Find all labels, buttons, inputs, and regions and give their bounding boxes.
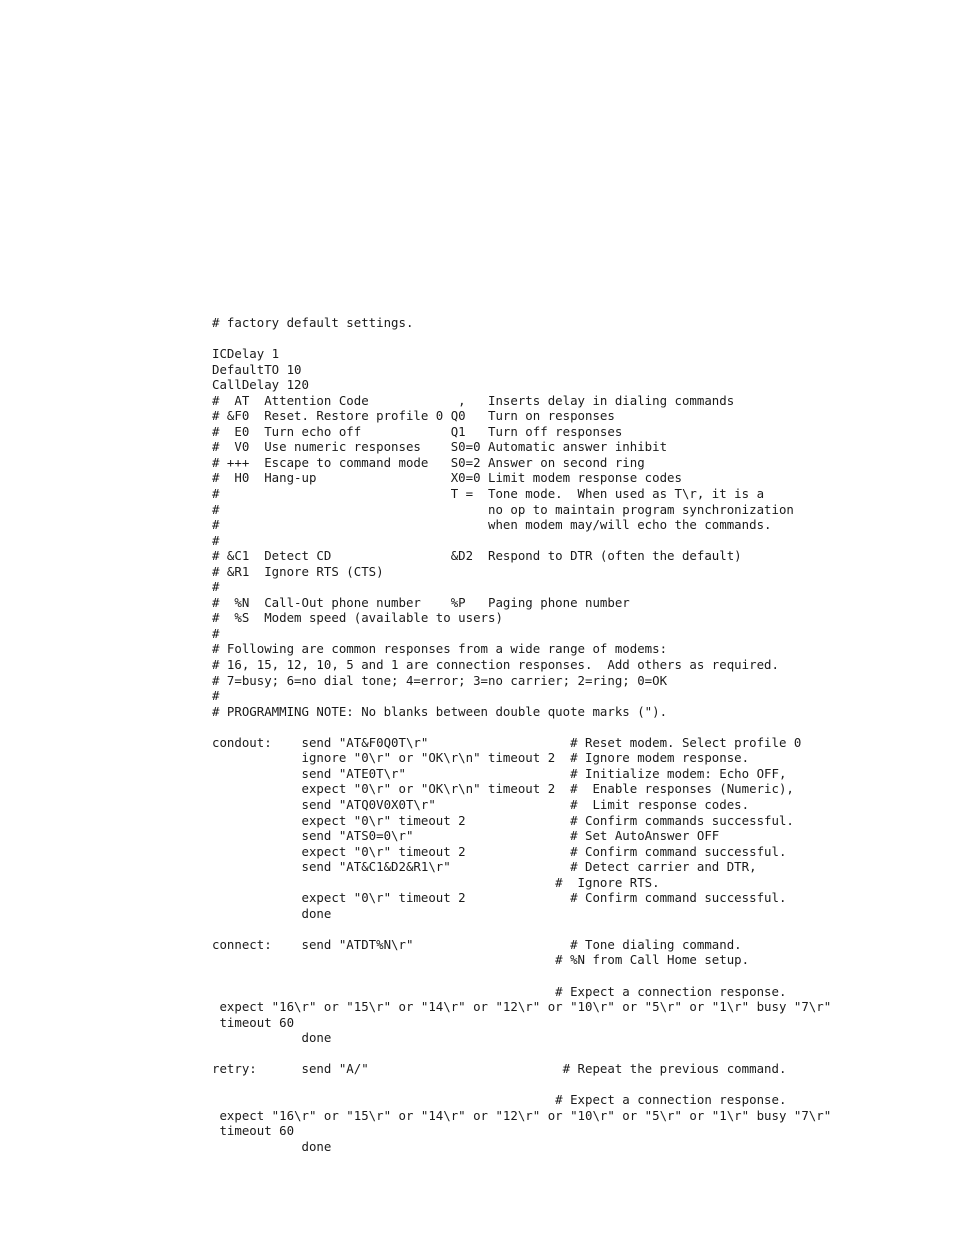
code-line: retry: send "A/" # Repeat the previous command. [212, 1061, 787, 1077]
code-line: # &R1 Ignore RTS (CTS) [212, 563, 384, 579]
code-line: expect "0\r" timeout 2 # Confirm commands successful. [212, 812, 794, 828]
code-line: CallDelay 120 [212, 377, 309, 393]
code-line: # [212, 688, 220, 704]
code-line: send "AT&C1&D2&R1\r" # Detect carrier and DTR, [212, 859, 757, 875]
code-line: timeout 60 [212, 1014, 295, 1030]
code-line: # %N from Call Home setup. [212, 952, 750, 968]
code-line: # no op to maintain program synchronization [212, 501, 794, 517]
code-line: expect "16\r" or "15\r" or "14\r" or "12\r" or "10\r" or "5\r" or "1\r" busy "7\r" [212, 1107, 832, 1123]
code-line: # V0 Use numeric responses S0=0 Automatic answer inhibit [212, 439, 668, 455]
code-line: # PROGRAMMING NOTE: No blanks between double quote marks ("). [212, 703, 668, 719]
code-line: # Expect a connection response. [212, 1092, 787, 1108]
code-line [212, 719, 831, 735]
code-line: # 7=busy; 6=no dial tone; 4=error; 3=no carrier; 2=ring; 0=OK [212, 672, 668, 688]
code-line: timeout 60 [212, 1123, 295, 1139]
code-line: # E0 Turn echo off Q1 Turn off responses [212, 423, 623, 439]
code-line [212, 1077, 831, 1093]
code-line: # T = Tone mode. When used as T\r, it is a [212, 486, 765, 502]
code-line: # [212, 579, 220, 595]
code-line: send "ATE0T\r" # Initialize modem: Echo OFF, [212, 765, 787, 781]
code-line: send "ATS0=0\r" # Set AutoAnswer OFF [212, 828, 720, 844]
code-line: expect "0\r" timeout 2 # Confirm command successful. [212, 843, 787, 859]
code-line [212, 968, 831, 984]
code-line: # %N Call-Out phone number %P Paging phone number [212, 594, 630, 610]
code-line: DefaultTO 10 [212, 361, 302, 377]
code-line: # AT Attention Code , Inserts delay in dialing commands [212, 392, 735, 408]
code-line [212, 921, 831, 937]
code-line: # when modem may/will echo the commands. [212, 517, 772, 533]
code-line: done [212, 1138, 332, 1154]
code-line: # &F0 Reset. Restore profile 0 Q0 Turn on responses [212, 408, 615, 424]
code-line: ICDelay 1 [212, 346, 280, 362]
code-line: expect "0\r" or "OK\r\n" timeout 2 # Enable responses (Numeric), [212, 781, 794, 797]
code-line: expect "16\r" or "15\r" or "14\r" or "12\r" or "10\r" or "5\r" or "1\r" busy "7\r" [212, 999, 832, 1015]
modem-script-listing [212, 315, 831, 1155]
code-line: # Expect a connection response. [212, 983, 787, 999]
code-line: # H0 Hang-up X0=0 Limit modem response codes [212, 470, 682, 486]
code-line: # factory default settings. [212, 315, 414, 330]
code-line [212, 331, 831, 347]
code-line: # +++ Escape to command mode S0=2 Answer on second ring [212, 454, 645, 470]
code-line: done [212, 1030, 332, 1046]
code-line: ignore "0\r" or "OK\r\n" timeout 2 # Ignore modem response. [212, 750, 750, 766]
code-line: condout: send "AT&F0Q0T\r" # Reset modem. Select profile 0 [212, 734, 802, 750]
code-line: # 16, 15, 12, 10, 5 and 1 are connection responses. Add others as required. [212, 657, 779, 673]
code-line: # Following are common responses from a wide range of modems: [212, 641, 668, 657]
code-line [212, 1046, 831, 1062]
code-line: connect: send "ATDT%N\r" # Tone dialing command. [212, 936, 742, 952]
code-line: # [212, 532, 220, 548]
code-line: # %S Modem speed (available to users) [212, 610, 503, 626]
code-line: # &C1 Detect CD &D2 Respond to DTR (often the default) [212, 548, 742, 564]
code-line: done [212, 905, 332, 921]
code-line: # Ignore RTS. [212, 874, 660, 890]
code-line: # [212, 625, 220, 641]
code-line: expect "0\r" timeout 2 # Confirm command successful. [212, 890, 787, 906]
code-line: send "ATQ0V0X0T\r" # Limit response codes. [212, 796, 750, 812]
